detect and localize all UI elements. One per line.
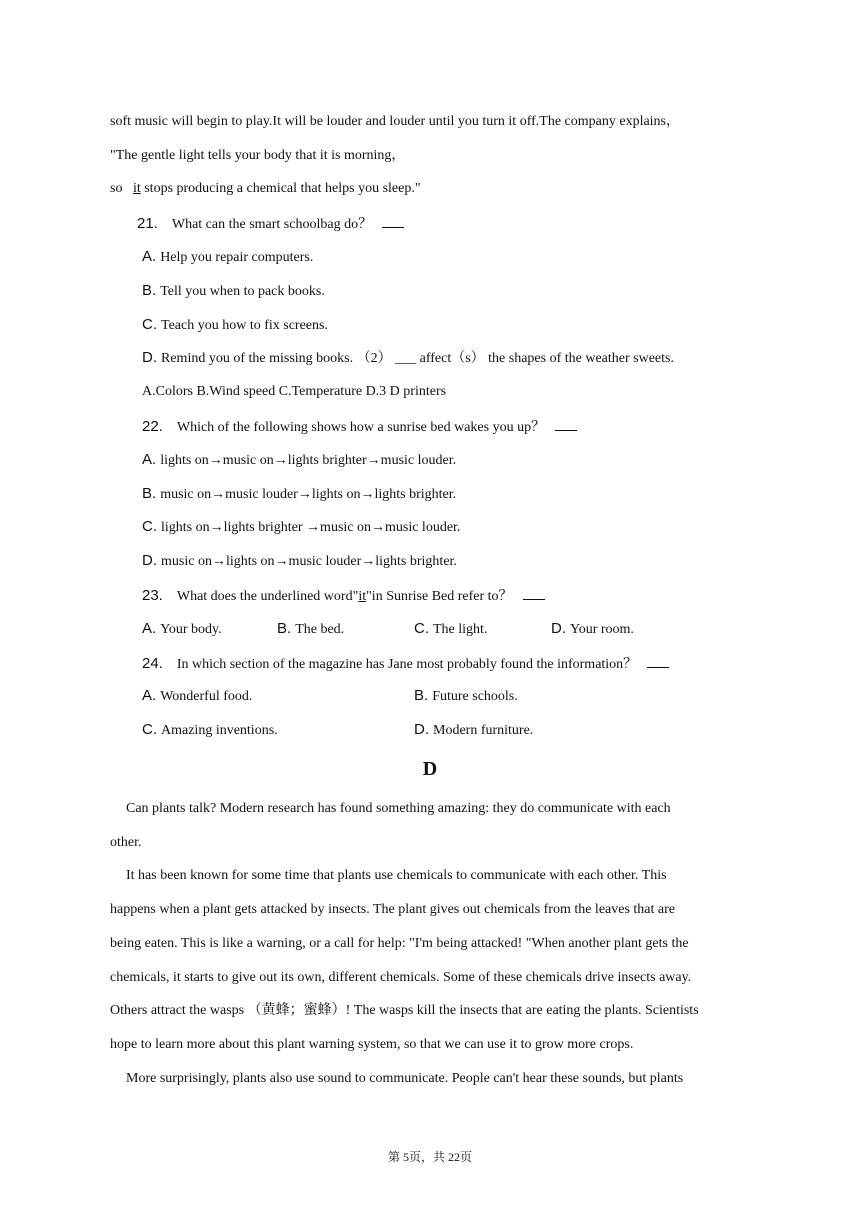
underlined-word: it — [358, 589, 367, 604]
option-letter: A. — [142, 248, 157, 265]
passage-text: so — [110, 181, 123, 196]
option-text: The light. — [433, 622, 488, 637]
option-text: Modern furniture. — [433, 723, 534, 738]
option-21-c — [142, 315, 328, 336]
option-letter: D. — [142, 349, 157, 366]
option-21-b — [142, 281, 325, 302]
question-text: What does the underlined word" — [176, 589, 359, 604]
option-letter: C. — [142, 518, 157, 535]
page-footer: 第 5页，共 22页 — [387, 1150, 472, 1164]
option-letter: D. — [414, 721, 429, 738]
option-letter: D. — [142, 552, 157, 569]
option-letter: A. — [142, 687, 157, 704]
option-text: Remind you of the missing books. （2） ___ affect（s） the shapes of the weather sweets. — [161, 351, 674, 366]
option-text: lights on→music on→lights brighter→music louder. — [160, 453, 457, 468]
option-text: Wonderful food. — [160, 689, 253, 704]
option-text: Future schools. — [432, 689, 518, 704]
passage-line: soft music will begin to play.It will be louder and louder until you turn it off.The company explains， — [110, 114, 681, 129]
question-number: 21. — [137, 215, 158, 232]
option-23-b — [277, 619, 344, 640]
option-letter: C. — [414, 620, 429, 637]
option-21-d — [142, 348, 674, 369]
passage-line: More surprisingly, plants also use sound to communicate. People can't hear these sounds, but plants — [126, 1071, 684, 1086]
option-24-b — [414, 686, 518, 707]
answer-blank — [647, 653, 669, 668]
option-23-c — [414, 619, 487, 640]
option-text: Help you repair computers. — [160, 250, 314, 265]
option-text: Your body. — [160, 622, 222, 637]
option-24-a — [142, 686, 252, 707]
passage-line: other. — [110, 835, 142, 850]
passage-line: "The gentle light tells your body that it is morning， — [110, 148, 406, 163]
option-22-a — [142, 450, 456, 471]
passage-line: It has been known for some time that plants use chemicals to communicate with each other. This — [126, 868, 667, 883]
option-letter: A. — [142, 620, 157, 637]
option-22-d — [142, 551, 457, 572]
passage-line — [110, 179, 421, 199]
question-23 — [142, 585, 545, 607]
option-22-c — [142, 517, 460, 538]
question-21 — [137, 213, 404, 235]
option-letter: B. — [277, 620, 292, 637]
question-text: In which section of the magazine has Jane most probably found the information？ — [176, 657, 638, 672]
passage-line: hope to learn more about this plant warning system, so that we can use it to grow more crops. — [110, 1037, 634, 1052]
question-number: 24. — [142, 655, 163, 672]
option-letter: B. — [142, 282, 157, 299]
answer-blank — [555, 416, 577, 431]
option-24-d — [414, 720, 533, 741]
option-text: Tell you when to pack books. — [160, 284, 325, 299]
option-letter: D. — [551, 620, 566, 637]
option-22-b — [142, 484, 456, 505]
option-letter: C. — [142, 316, 157, 333]
option-letter: B. — [414, 687, 429, 704]
option-text: Your room. — [570, 622, 634, 637]
option-letter: C. — [142, 721, 157, 738]
question-24 — [142, 653, 669, 675]
option-24-c — [142, 720, 278, 741]
answer-blank — [523, 585, 545, 600]
passage-line: Others attract the wasps （黄蜂；蜜蜂）! The wasps kill the insects that are eating the plants. Scientists — [110, 1003, 699, 1018]
question-22 — [142, 416, 577, 438]
question-text: What can the smart schoolbag do？ — [171, 217, 373, 232]
passage-line: happens when a plant gets attacked by insects. The plant gives out chemicals from the leaves that are — [110, 902, 675, 917]
question-text: Which of the following shows how a sunrise bed wakes you up？ — [176, 420, 546, 435]
question-number: 22. — [142, 418, 163, 435]
passage-line: being eaten. This is like a warning, or a call for help: "I'm being attacked! "When another plant gets the — [110, 936, 689, 951]
underlined-word: it — [132, 181, 141, 196]
question-number: 23. — [142, 587, 163, 604]
option-23-a — [142, 619, 222, 640]
option-text: Teach you how to fix screens. — [161, 318, 328, 333]
option-letter: A. — [142, 451, 157, 468]
passage-text: stops producing a chemical that helps you sleep." — [144, 181, 421, 196]
option-text: lights on→lights brighter →music on→music louder. — [161, 520, 461, 535]
option-letter: B. — [142, 485, 157, 502]
extra-options-line: A.Colors B.Wind speed C.Temperature D.3 D printers — [142, 384, 447, 399]
passage-line: chemicals, it starts to give out its own, different chemicals. Some of these chemicals drive insects away. — [110, 970, 692, 985]
passage-line: Can plants talk? Modern research has found something amazing: they do communicate with each — [126, 801, 671, 816]
option-21-a — [142, 247, 313, 268]
option-text: The bed. — [295, 622, 345, 637]
section-heading: D — [422, 758, 438, 780]
option-text: Amazing inventions. — [161, 723, 278, 738]
option-text: music on→music louder→lights on→lights brighter. — [160, 487, 457, 502]
question-text: "in Sunrise Bed refer to？ — [366, 589, 513, 604]
option-text: music on→lights on→music louder→lights brighter. — [161, 554, 457, 569]
answer-blank — [382, 213, 404, 228]
option-23-d — [551, 619, 634, 640]
